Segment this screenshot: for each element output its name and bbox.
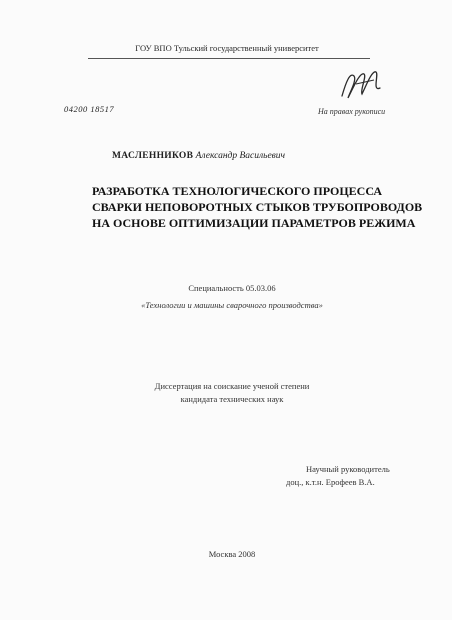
- title-line: НА ОСНОВЕ ОПТИМИЗАЦИИ ПАРАМЕТРОВ РЕЖИМА: [92, 216, 416, 230]
- author-name: [112, 151, 285, 161]
- title-line: РАЗРАБОТКА ТЕХНОЛОГИЧЕСКОГО ПРОЦЕССА: [92, 184, 383, 198]
- degree-line-2: кандидата технических наук: [180, 394, 284, 404]
- specialty-name: «Технологии и машины сварочного производства»: [141, 300, 323, 310]
- advisor-name: доц., к.т.н. Ерофеев В.А.: [286, 477, 375, 487]
- document-number: 04200 18517: [64, 104, 115, 114]
- title-line: СВАРКИ НЕПОВОРОТНЫХ СТЫКОВ ТРУБОПРОВОДОВ: [92, 200, 423, 214]
- specialty-code: Специальность 05.03.06: [188, 283, 276, 293]
- handwritten-signature: [336, 62, 384, 108]
- dissertation-title: [92, 183, 423, 231]
- manuscript-rights-note: На правах рукописи: [318, 107, 386, 116]
- author-given-names: Александр Васильевич: [195, 151, 286, 161]
- city-year: Москва 2008: [208, 549, 256, 559]
- header-rule: [88, 58, 370, 59]
- author-surname: МАСЛЕННИКОВ: [112, 151, 194, 161]
- degree-line-1: Диссертация на соискание ученой степени: [154, 381, 310, 391]
- advisor-label: Научный руководитель: [306, 464, 390, 474]
- university-header: ГОУ ВПО Тульский государственный университет: [135, 43, 319, 53]
